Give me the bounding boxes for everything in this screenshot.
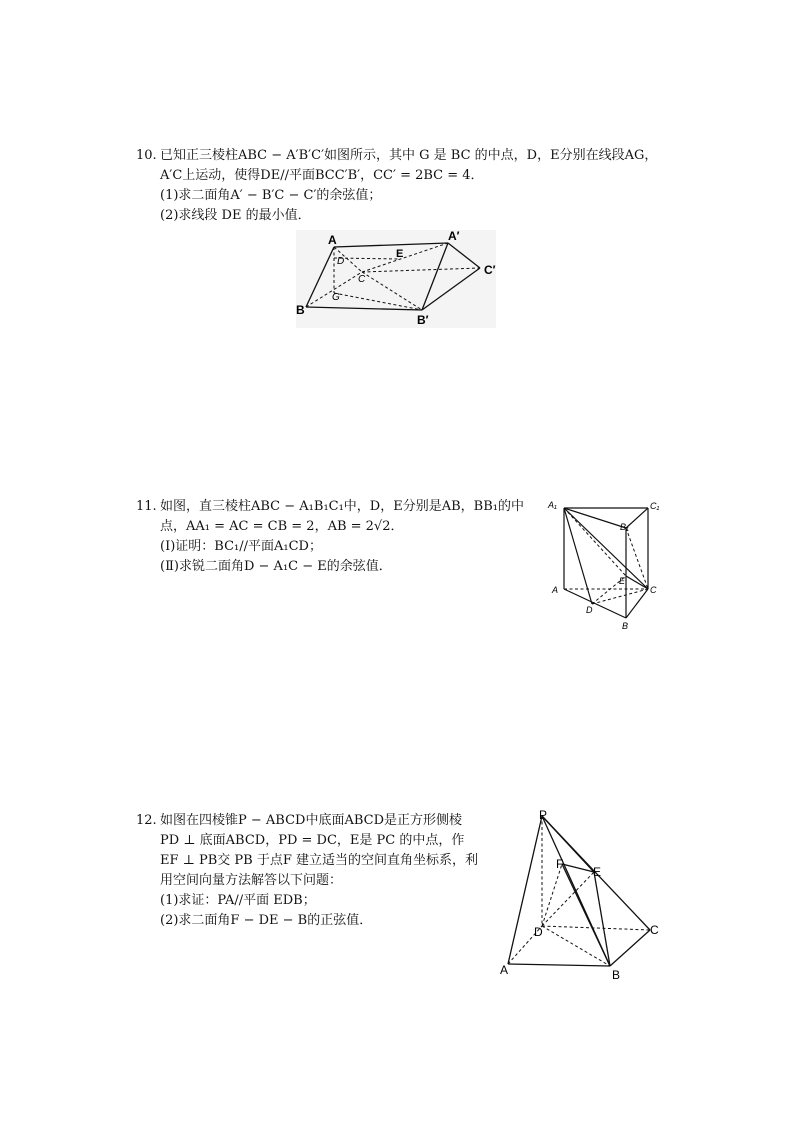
label-A: A: [500, 963, 509, 977]
problem-text-line: A′C上运动，使得DE//平面BCC′B′，CC′ = 2BC = 4．: [160, 168, 484, 183]
problem-11: [136, 497, 524, 577]
problem-question-2: (2)求二面角F − DE − B的正弦值．: [160, 913, 373, 928]
label-C: C: [650, 923, 659, 937]
label-E: E: [619, 576, 626, 586]
label-P: P: [539, 808, 548, 822]
problem-number: 12.: [136, 813, 157, 828]
label-C1: C₁: [650, 501, 660, 511]
problem-question-2: (Ⅱ)求锐二面角D − A₁C − E的余弦值．: [160, 559, 392, 574]
label-B-prime: B′: [417, 313, 429, 327]
label-A-prime: A′: [448, 230, 460, 243]
problem-question-1: (1)求证：PA//平面 EDB；: [160, 893, 316, 908]
problem-12: [136, 811, 478, 931]
label-E: E: [593, 865, 602, 879]
problem-text-line: EF ⊥ PB交 PB 于点F 建立适当的空间直角坐标系，利: [160, 853, 479, 868]
problem-question-2: (2)求线段 DE 的最小值．: [160, 208, 311, 223]
problem-text-line: 点，AA₁ = AC = CB = 2，AB = 2√2．: [160, 519, 404, 534]
label-E: E: [396, 248, 404, 260]
problem-question-1: (Ⅰ)证明：BC₁//平面A₁CD；: [160, 539, 322, 554]
problem-number: 11.: [136, 499, 157, 514]
label-F: F: [556, 857, 564, 871]
problem-text-line: 用空间向量方法解答以下问题：: [160, 873, 343, 888]
label-B1: B₁: [620, 522, 629, 532]
label-C-prime: C′: [484, 263, 496, 277]
label-B: B: [622, 621, 629, 631]
label-D: D: [534, 925, 543, 939]
label-B: B: [296, 303, 305, 317]
label-A: A: [552, 585, 559, 595]
label-D: D: [586, 605, 593, 615]
problem-question-1: (1)求二面角A′ − B′C − C′的余弦值；: [160, 188, 382, 203]
problem-text-line: 如图，直三棱柱ABC − A₁B₁C₁中，D，E分别是AB，BB₁的中: [160, 499, 524, 514]
label-C: C: [650, 585, 657, 595]
figure-pyramid-12: [496, 806, 666, 986]
label-A: A: [328, 233, 337, 247]
label-G: G: [332, 292, 340, 303]
label-B: B: [612, 968, 621, 982]
figure-prism-11: [544, 496, 664, 632]
problem-text-line: 如图在四棱锥P − ABCD中底面ABCD是正方形侧棱: [160, 813, 463, 828]
problem-number: 10.: [136, 148, 157, 163]
problem-10: [136, 146, 657, 226]
label-D: D: [337, 256, 345, 267]
label-A1: A₁: [548, 500, 557, 510]
problem-text-line: PD ⊥ 底面ABCD，PD = DC，E是 PC 的中点，作: [160, 833, 465, 848]
problem-text-line: 已知正三棱柱ABC − A′B′C′如图所示，其中 G 是 BC 的中点，D，E分别在线段AG，: [160, 148, 658, 163]
figure-prism-10: [296, 230, 496, 328]
label-C: C: [358, 274, 366, 285]
